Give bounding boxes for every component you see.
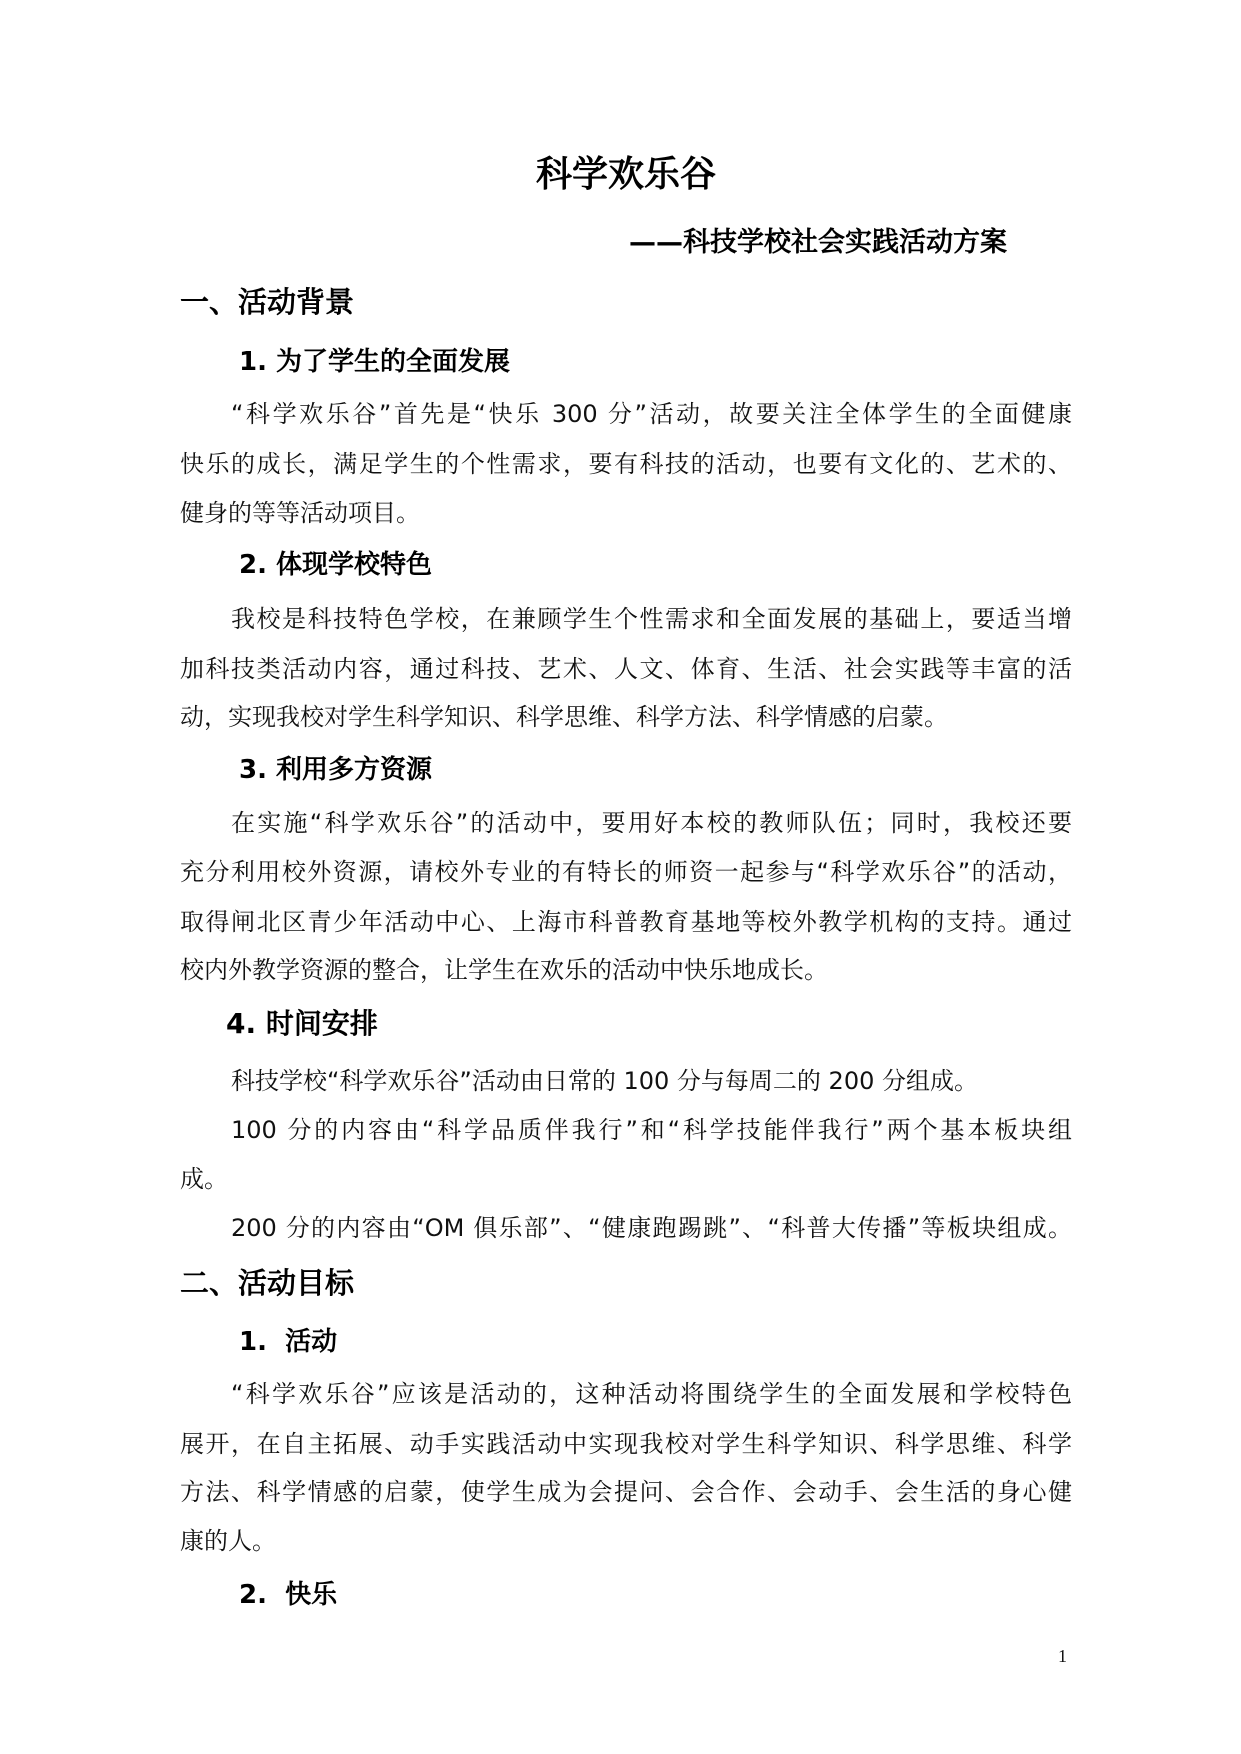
subsection-heading: 3. 利用多方资源 [239, 755, 433, 785]
paragraph-line: 方法、科学情感的启蒙，使学生成为会提问、会合作、会动手、会生活的身心健 [180, 1478, 1072, 1506]
subsection-heading: 1. 活动 [239, 1327, 338, 1357]
page-number: 1 [1058, 1646, 1067, 1666]
paragraph-line: “科学欢乐谷”首先是“快乐 300 分”活动，故要关注全体学生的全面健康 [231, 400, 1072, 428]
paragraph-line: 100 分的内容由“科学品质伴我行”和“科学技能伴我行”两个基本板块组 [231, 1116, 1072, 1144]
paragraph-line: 动，实现我校对学生科学知识、科学思维、科学方法、科学情感的启蒙。 [180, 703, 948, 731]
section-heading-goals: 二、活动目标 [180, 1266, 355, 1300]
paragraph-line: 校内外教学资源的整合，让学生在欢乐的活动中快乐地成长。 [180, 956, 828, 984]
document-subtitle: ——科技学校社会实践活动方案 [629, 227, 1007, 258]
section-heading-background: 一、活动背景 [180, 285, 355, 319]
paragraph-line: 科技学校“科学欢乐谷”活动由日常的 100 分与每周二的 200 分组成。 [231, 1067, 978, 1095]
paragraph-line: 展开，在自主拓展、动手实践活动中实现我校对学生科学知识、科学思维、科学 [180, 1430, 1072, 1458]
paragraph-line: 我校是科技特色学校，在兼顾学生个性需求和全面发展的基础上，要适当增 [231, 605, 1072, 633]
subsection-heading: 2. 体现学校特色 [239, 550, 433, 580]
document-title: 科学欢乐谷 [535, 154, 716, 195]
paragraph-line: 康的人。 [180, 1527, 276, 1555]
subsection-heading: 4. 时间安排 [226, 1007, 378, 1040]
paragraph-line: 快乐的成长，满足学生的个性需求，要有科技的活动，也要有文化的、艺术的、 [180, 450, 1072, 478]
paragraph-line: 加科技类活动内容，通过科技、艺术、人文、体育、生活、社会实践等丰富的活 [180, 655, 1072, 683]
paragraph-line: 健身的等等活动项目。 [180, 499, 420, 527]
subsection-heading: 2. 快乐 [239, 1580, 338, 1610]
paragraph-line: 成。 [180, 1165, 228, 1193]
paragraph-line: 200 分的内容由“OM 俱乐部”、“健康跑踢跳”、“科普大传播”等板块组成。 [231, 1214, 1072, 1242]
paragraph-line: 在实施“科学欢乐谷”的活动中，要用好本校的教师队伍；同时，我校还要 [231, 809, 1072, 837]
paragraph-line: 充分利用校外资源，请校外专业的有特长的师资一起参与“科学欢乐谷”的活动， [180, 858, 1072, 886]
paragraph-line: “科学欢乐谷”应该是活动的，这种活动将围绕学生的全面发展和学校特色 [231, 1380, 1072, 1408]
paragraph-line: 取得闸北区青少年活动中心、上海市科普教育基地等校外教学机构的支持。通过 [180, 908, 1072, 936]
subsection-heading: 1. 为了学生的全面发展 [239, 347, 511, 377]
